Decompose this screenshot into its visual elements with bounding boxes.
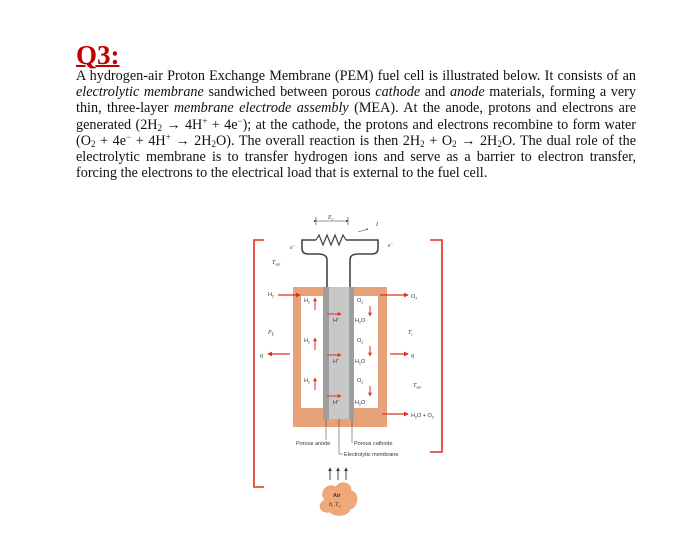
porous-anode: [323, 287, 329, 419]
anode-channel: [301, 296, 323, 408]
channel-o2-2: $O_2$: [357, 338, 364, 345]
water-label-3: $H_2O$: [355, 400, 366, 407]
channel-h2-1: $H_2$: [304, 298, 310, 305]
channel-h2-3: $H_2$: [304, 378, 310, 385]
electron-right-label: e−: [388, 241, 394, 249]
air-label: Air: [333, 493, 341, 499]
porous-cathode-label: Porous cathode: [354, 441, 393, 447]
proton-label-2: H+: [333, 358, 340, 365]
proton-label-1: H+: [333, 317, 340, 324]
air-cloud: [320, 483, 357, 516]
electrolytic-membrane-label: Electrolytic membrane: [344, 452, 399, 458]
t-surroundings-left: $T_{sur}$: [272, 260, 281, 267]
t-surroundings-right: $T_{sur}$: [413, 383, 422, 390]
channel-o2-3: $O_2$: [357, 378, 364, 385]
fuel-cell-figure: [230, 212, 470, 532]
proton-label-3: H+: [333, 399, 340, 406]
heat-right-label: q: [411, 353, 414, 359]
exhaust-label: $H_2O + O_2$: [411, 413, 434, 420]
cathode-channel: [354, 296, 378, 408]
electron-left-label: e−: [290, 243, 296, 251]
o2-inlet-label: $O_2$: [411, 294, 418, 301]
water-label-1: $H_2O$: [355, 318, 366, 325]
water-label-2: $H_2O$: [355, 359, 366, 366]
question-title: Q3:: [76, 40, 120, 70]
porous-anode-label: Porous anode: [296, 441, 331, 447]
circuit-wire-left: [302, 240, 327, 287]
fuel-cell-diagram: [230, 212, 470, 532]
channel-h2-2: $H_2$: [304, 338, 310, 345]
current-label: I: [376, 222, 378, 228]
power-label: $P_E$: [268, 330, 275, 337]
load-resistor: [316, 235, 346, 245]
voltage-label: $E_c$: [328, 215, 334, 222]
porous-cathode: [349, 287, 354, 419]
control-volume-left: [254, 240, 264, 487]
air-conditions-label: h, $T_\infty$: [329, 502, 341, 509]
problem-paragraph: A hydrogen-air Proton Exchange Membrane (PEM) fuel cell is illustrated below. It consists of an electrolytic membrane sandwiched between porous cathode and anode materials, forming a very thin, three-layer membrane electrode assembly (MEA). At the anode, protons and electrons are generated $(2H_2 \to 4H^+ + 4e^-)$; at the cathode, the protons and electrons recombine to form water $(O_2 + 4e^- + 4H^+ \to 2H_2O)$. The overall reaction is then $2H_2 + O_2 \to 2H_2O$. The dual role of the electrolytic membrane is to transfer hydrogen ions and serve as a barrier to electron transfer, forcing the electrons to the electrical load that is external to the fuel cell.: [76, 68, 637, 182]
channel-o2-1: $O_2$: [357, 298, 364, 305]
t-cell-label: $T_c$: [408, 330, 414, 337]
h2-inlet-label: $H_2$: [268, 292, 274, 299]
bottom-plate: [293, 419, 387, 427]
circuit-wire-right: [346, 240, 378, 287]
heat-left-label: q: [260, 353, 263, 359]
control-volume-right: [430, 240, 442, 452]
